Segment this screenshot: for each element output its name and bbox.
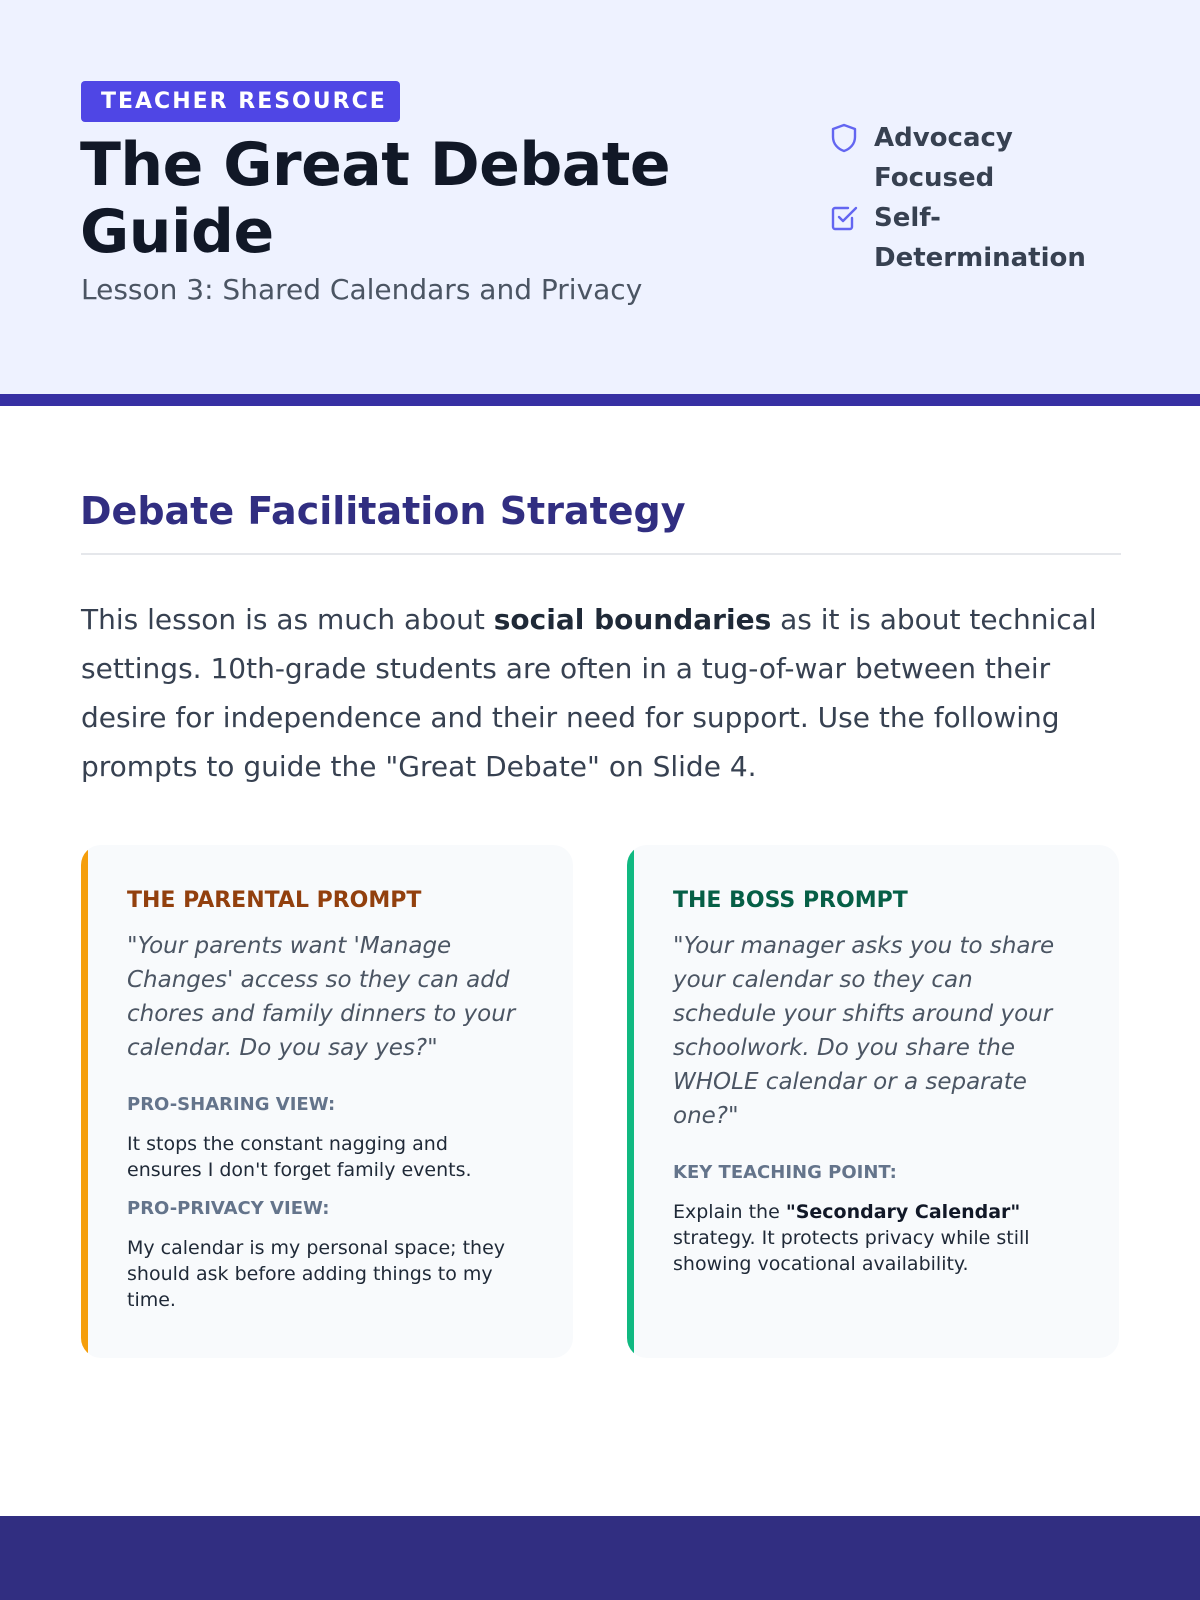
feature-advocacy xyxy=(830,118,1130,198)
feature-self-determination xyxy=(830,198,1130,278)
intro-paragraph xyxy=(81,595,1121,791)
intro-text: as it is about technical settings. 10th-grade students are often in a tug-of-war between their desire for independence and their need for support. Use the following prompts to guide the "Great Debate" on Slide 4. xyxy=(81,603,1097,783)
pro-privacy-label: PRO-PRIVACY VIEW: xyxy=(127,1198,330,1219)
page-title: The Great Debate Guide xyxy=(80,130,671,267)
checkbox-icon xyxy=(830,202,858,234)
feature-label: Advocacy Focused xyxy=(874,123,1013,193)
section-title: Debate Facilitation Strategy xyxy=(80,489,686,533)
header-band xyxy=(0,0,1200,394)
pro-sharing-label: PRO-SHARING VIEW: xyxy=(127,1094,336,1115)
pro-privacy-text: My calendar is my personal space; they should ask before adding things to my time. xyxy=(127,1237,506,1311)
pro-sharing-text: It stops the constant nagging and ensures I don't forget family events. xyxy=(127,1133,472,1181)
card-accent-bar xyxy=(81,845,88,1358)
card-quote: "Your parents want 'Manage Changes' access so they can add chores and family dinners to your calendar. Do you say yes?" xyxy=(127,933,516,1061)
point-text: Explain the xyxy=(673,1201,786,1223)
card-title: THE BOSS PROMPT xyxy=(673,888,908,913)
card-quote: "Your manager asks you to share your calendar so they can schedule your shifts around your schoolwork. Do you share the WHOLE calendar or a separate one?" xyxy=(673,933,1055,1129)
intro-text: This lesson is as much about xyxy=(81,603,494,636)
footer-band xyxy=(0,1516,1200,1600)
teacher-resource-badge: TEACHER RESOURCE xyxy=(81,81,400,122)
card-accent-bar xyxy=(627,845,634,1358)
section-divider xyxy=(81,553,1121,555)
point-emphasis: "Secondary Calendar" xyxy=(785,1201,1021,1223)
parental-prompt-card xyxy=(81,845,573,1358)
card-title: THE PARENTAL PROMPT xyxy=(127,888,422,913)
feature-label: Self-Determination xyxy=(874,203,1086,273)
intro-emphasis: social boundaries xyxy=(493,603,772,636)
shield-icon xyxy=(830,122,858,154)
header-divider xyxy=(0,394,1200,406)
key-teaching-point-label: KEY TEACHING POINT: xyxy=(673,1162,897,1183)
point-text: strategy. It protects privacy while still showing vocational availability. xyxy=(673,1227,1030,1275)
page-subtitle: Lesson 3: Shared Calendars and Privacy xyxy=(81,273,643,306)
key-teaching-point-text xyxy=(673,1199,1073,1277)
boss-prompt-card xyxy=(627,845,1119,1358)
